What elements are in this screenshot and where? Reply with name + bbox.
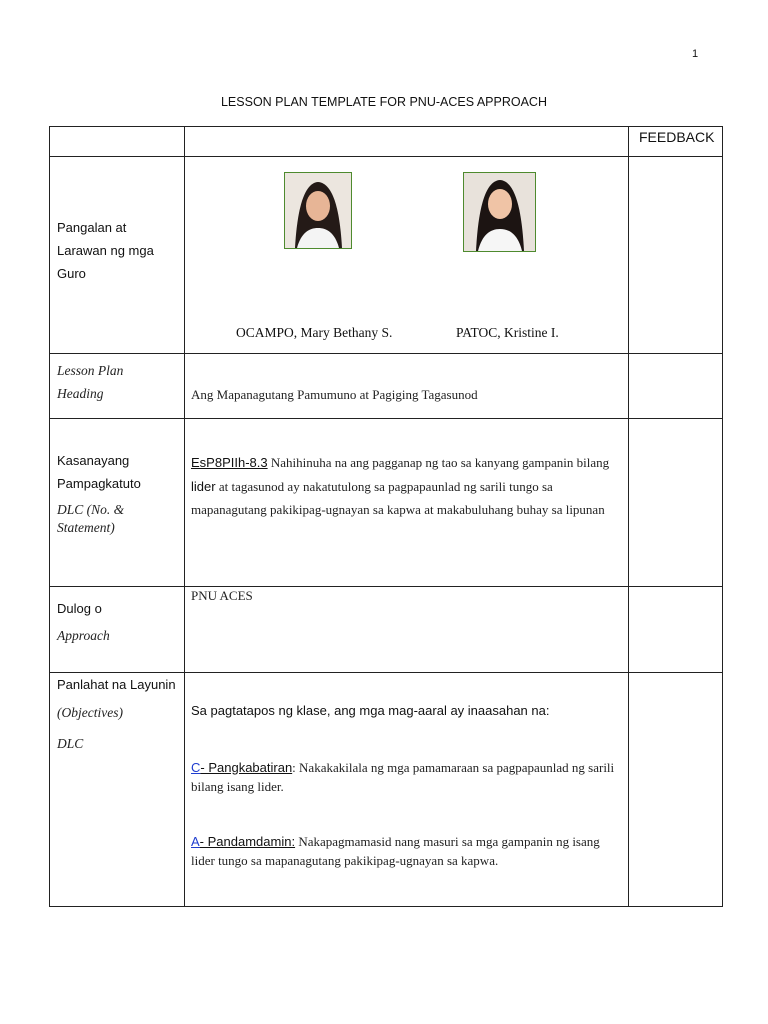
- teachers-feedback-cell: [629, 157, 723, 354]
- lesson-plan-table: [49, 126, 723, 907]
- competency-text-part1: Nahihinuha na ang pagganap ng tao sa kanyang gampanin bilang: [267, 455, 610, 470]
- teachers-label-line3: Guro: [57, 266, 86, 281]
- competency-sublabel-line2: Statement): [57, 520, 115, 535]
- competency-label-cell: [50, 419, 185, 587]
- teacher2-photo: [463, 172, 536, 252]
- header-row: [50, 127, 723, 157]
- competency-feedback-cell: [629, 419, 723, 587]
- feedback-header-cell: [629, 127, 723, 157]
- approach-row: [50, 587, 723, 673]
- feedback-header: FEEDBACK: [639, 129, 715, 145]
- heading-value-cell: [185, 354, 629, 419]
- objective-c-letter: C: [191, 760, 201, 775]
- competency-text-cell: [185, 419, 629, 587]
- header-cell-empty-2: [185, 127, 629, 157]
- competency-label-line1: Kasanayang: [57, 453, 130, 468]
- competency-statement: [185, 419, 628, 522]
- teachers-label-line2: Larawan ng mga: [57, 243, 154, 258]
- teachers-label-cell: [50, 157, 185, 354]
- teachers-photo-cell: [185, 157, 629, 354]
- heading-row: [50, 354, 723, 419]
- approach-label: Dulog o: [57, 601, 102, 616]
- competency-sublabel-line1: DLC (No. &: [57, 502, 125, 517]
- objective-a-title: - Pandamdamin:: [199, 834, 296, 849]
- approach-sublabel: Approach: [57, 628, 110, 643]
- objectives-content-cell: [185, 673, 629, 907]
- heading-label-cell: [50, 354, 185, 419]
- objective-a-letter: A: [191, 834, 200, 849]
- approach-label-cell: [50, 587, 185, 673]
- objectives-sublabel: (Objectives): [57, 705, 123, 720]
- competency-code: EsP8PIIh-8.3: [191, 455, 268, 470]
- approach-feedback-cell: [629, 587, 723, 673]
- objectives-feedback-cell: [629, 673, 723, 907]
- heading-label-line1: Lesson Plan: [57, 363, 124, 378]
- lesson-heading-text: Ang Mapanagutang Pamumuno at Pagiging Tagasunod: [191, 387, 478, 402]
- heading-label-line2: Heading: [57, 386, 104, 401]
- document-title: LESSON PLAN TEMPLATE FOR PNU-ACES APPROACH: [220, 95, 547, 109]
- competency-keyword: lider: [191, 478, 216, 494]
- teacher1-photo: [284, 172, 352, 249]
- teacher2-name: PATOC, Kristine I.: [456, 325, 559, 340]
- objective-affective: [185, 796, 628, 870]
- teacher1-name: OCAMPO, Mary Bethany S.: [236, 325, 393, 340]
- competency-label-line2: Pampagkatuto: [57, 476, 141, 491]
- objective-a-text: Nakapagmamasid nang masuri sa mga gampanin ng isang lider tungo sa mapanagutang pakikipag-ugnayan sa kapwa.: [191, 834, 600, 868]
- objectives-intro: Sa pagtatapos ng klase, ang mga mag-aaral ay inaasahan na:: [191, 703, 550, 718]
- objective-c-title: - Pangkabatiran: [200, 760, 293, 775]
- objective-cognitive: [185, 718, 628, 796]
- teachers-label-line1: Pangalan at: [57, 220, 127, 235]
- page-number: 1: [692, 48, 699, 60]
- approach-value: PNU ACES: [191, 588, 253, 603]
- objective-c-text: : Nakakakilala ng mga pamamaraan sa pagpapaunlad ng sarili bilang isang lider.: [191, 760, 615, 794]
- objectives-row: [50, 673, 723, 907]
- header-cell-empty-1: [50, 127, 185, 157]
- objectives-label-cell: [50, 673, 185, 907]
- heading-feedback-cell: [629, 354, 723, 419]
- competency-row: [50, 419, 723, 587]
- objectives-label: Panlahat na Layunin: [57, 677, 176, 692]
- approach-value-cell: [185, 587, 629, 673]
- teachers-row: [50, 157, 723, 354]
- competency-text-part2: at tagasunod ay nakatutulong sa pagpapaunlad ng sarili tungo sa mapanagutang pakikipag-ugnayan sa kapwa at makabuluhang buhay sa lipunan: [191, 478, 605, 517]
- objectives-dlc-label: DLC: [57, 736, 84, 751]
